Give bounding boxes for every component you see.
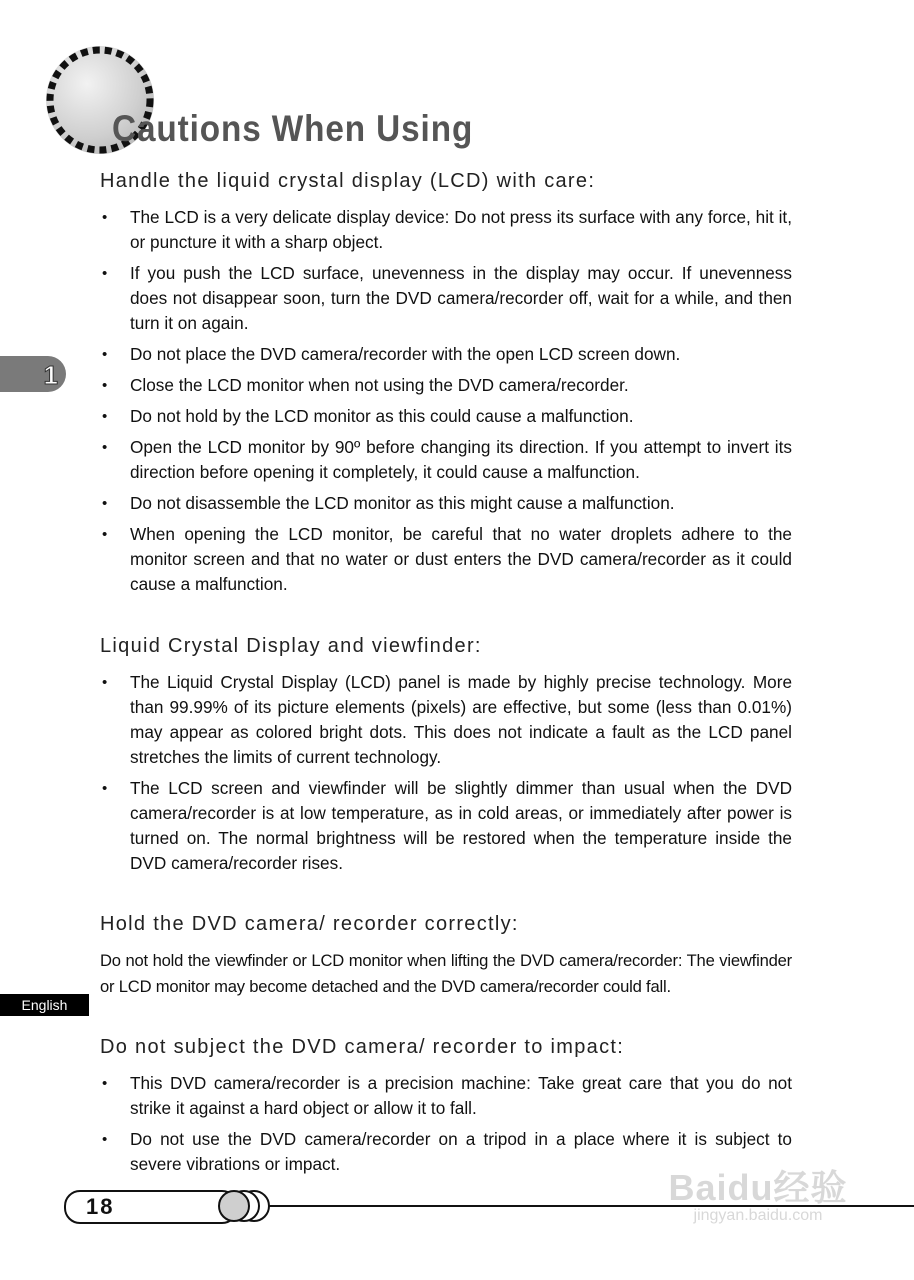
page-title: Cautions When Using <box>112 108 474 149</box>
section-heading: Handle the liquid crystal display (LCD) with care: <box>100 170 596 192</box>
footer-circles-icon <box>214 1188 278 1224</box>
list-item: • Close the LCD monitor when not using the DVD camera/recorder. <box>100 373 792 398</box>
list-item: • If you push the LCD surface, unevenness in the display may occur. If unevenness does not disappear soon, turn the DVD camera/recorder off, wait for a while, and then turn it on again. <box>100 261 792 336</box>
chapter-tab <box>0 356 66 392</box>
list-item: • Do not use the DVD camera/recorder on a tripod in a place where it is subject to severe vibrations or impact. <box>100 1127 792 1177</box>
list-item: • This DVD camera/recorder is a precision machine: Take great care that you do not strike it against a hard object or allow it to fall. <box>100 1071 792 1121</box>
section-paragraph: Do not hold the viewfinder or LCD monitor when lifting the DVD camera/recorder: The viewfinder or LCD monitor may become detached and the DVD camera/recorder could fall. <box>100 951 792 996</box>
section-lcd-viewfinder <box>100 635 792 882</box>
bullet-list <box>100 205 792 597</box>
list-item: • Open the LCD monitor by 90º before changing its direction. If you attempt to invert its direction before opening it completely, it could cause a malfunction. <box>100 435 792 485</box>
list-item: • When opening the LCD monitor, be careful that no water droplets adhere to the monitor screen and that no water or dust enters the DVD camera/recorder as it could cause a malfunction. <box>100 522 792 597</box>
list-item: • Do not disassemble the LCD monitor as this might cause a malfunction. <box>100 491 792 516</box>
list-item: • The LCD is a very delicate display device: Do not press its surface with any force, hit it, or puncture it with a sharp object. <box>100 205 792 255</box>
language-tab: English <box>0 994 89 1016</box>
list-item: • The LCD screen and viewfinder will be slightly dimmer than usual when the DVD camera/recorder is at low temperature, as in cold areas, or immediately after power is turned on. The normal brightness will be restored when the temperature inside the DVD camera/recorder rises. <box>100 776 792 876</box>
watermark <box>648 1160 868 1225</box>
section-heading: Liquid Crystal Display and viewfinder: <box>100 635 482 657</box>
page-number: 18 <box>86 1194 115 1219</box>
list-item: • Do not hold by the LCD monitor as this could cause a malfunction. <box>100 404 792 429</box>
section-hold-correctly <box>100 913 792 1000</box>
section-heading: Hold the DVD camera/ recorder correctly: <box>100 913 519 935</box>
section-heading: Do not subject the DVD camera/ recorder to impact: <box>100 1036 625 1058</box>
list-item: • Do not place the DVD camera/recorder with the open LCD screen down. <box>100 342 792 367</box>
watermark-url: jingyan.baidu.com <box>693 1207 823 1224</box>
bullet-list <box>100 670 792 876</box>
chapter-number: 1 <box>43 360 58 390</box>
list-item: • The Liquid Crystal Display (LCD) panel is made by highly precise technology. More than 99.99% of its picture elements (pixels) are effective, but some (less than 0.01%) may appear as colored bright dots. This does not indicate a fault as the LCD panel stretches the limits of current technology. <box>100 670 792 770</box>
section-lcd-care <box>100 170 792 603</box>
watermark-brand: Baidu经验 <box>668 1167 848 1208</box>
